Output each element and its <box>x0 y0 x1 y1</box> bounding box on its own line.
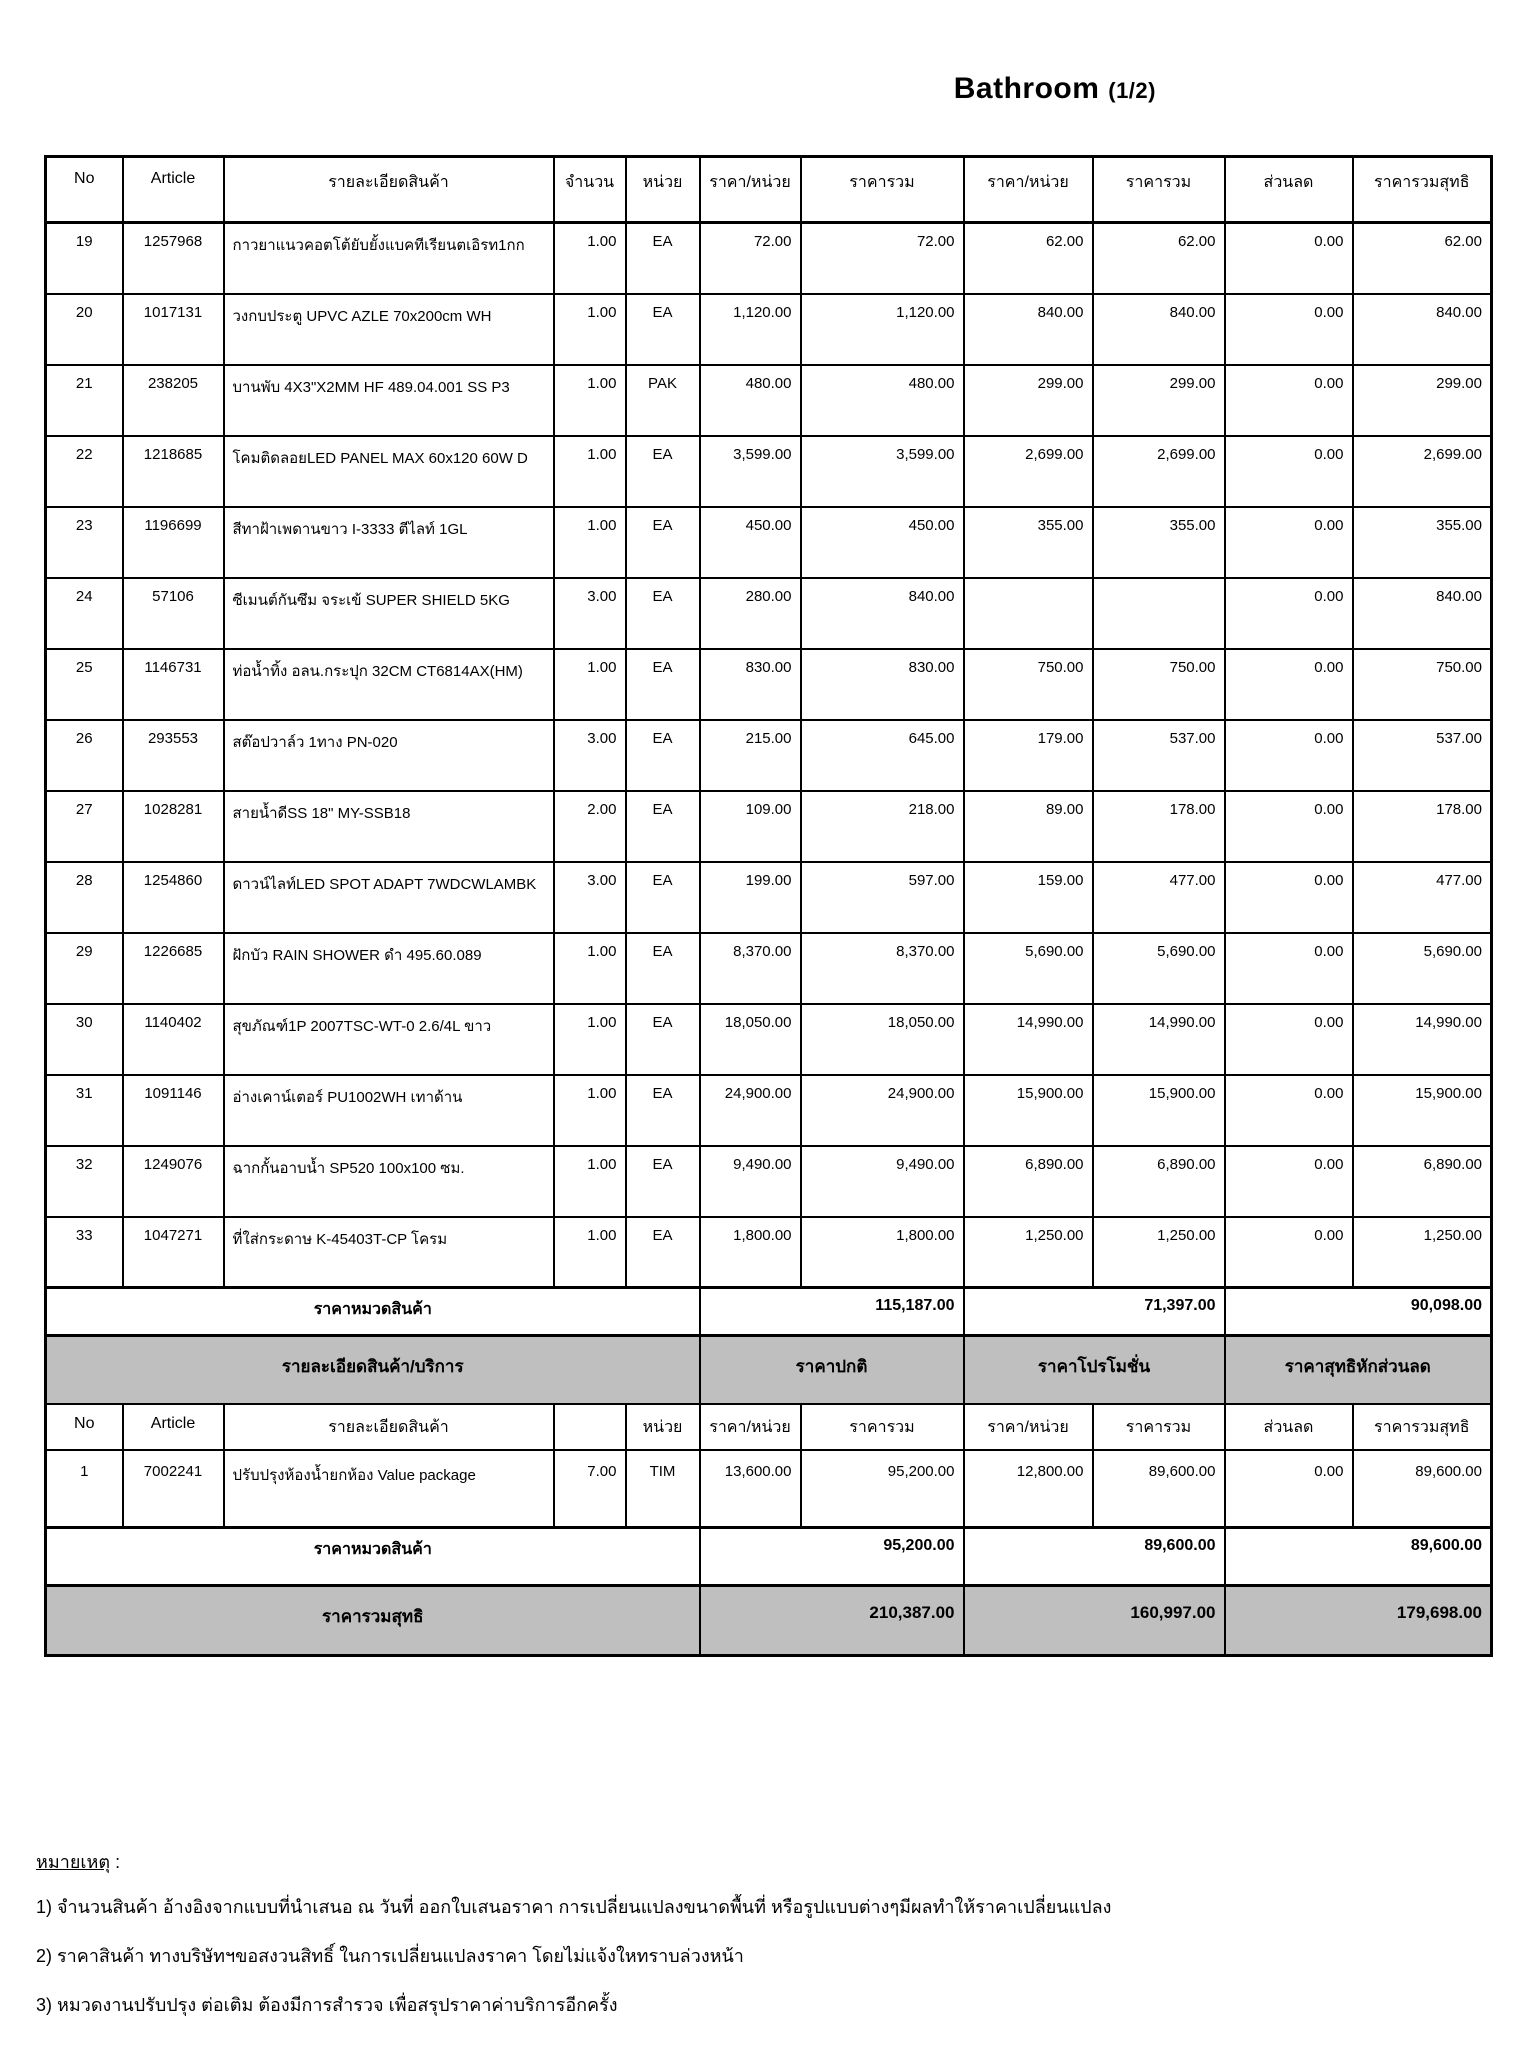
notes-heading-colon: : <box>115 1852 121 1872</box>
cell-price-per-unit: 1,120.00 <box>700 294 801 365</box>
cell-net-total: 750.00 <box>1353 649 1492 720</box>
cell-promo-total: 299.00 <box>1093 365 1225 436</box>
cell-article: 57106 <box>123 578 224 649</box>
cell-quantity: 3.00 <box>554 720 626 791</box>
cell-promo-price-per-unit: 6,890.00 <box>964 1146 1093 1217</box>
cell-description: ปรับปรุงห้องน้ำยกห้อง Value package <box>224 1450 554 1528</box>
quotation-table <box>44 155 1493 1657</box>
product-row <box>46 720 1492 791</box>
cell-total-price: 450.00 <box>801 507 964 578</box>
cell-discount: 0.00 <box>1225 791 1353 862</box>
cell-unit: EA <box>626 1217 700 1288</box>
cell-total-price: 24,900.00 <box>801 1075 964 1146</box>
cell-promo-total: 840.00 <box>1093 294 1225 365</box>
cell-no: 21 <box>46 365 123 436</box>
cell-promo-total: 537.00 <box>1093 720 1225 791</box>
cell-no: 22 <box>46 436 123 507</box>
cell-unit: PAK <box>626 365 700 436</box>
col-header-promo-total: ราคารวม <box>1093 157 1225 223</box>
svc-col-header-discount: ส่วนลด <box>1225 1404 1353 1450</box>
col-header-article: Article <box>123 157 224 223</box>
products-total-label: ราคาหมวดสินค้า <box>46 1288 700 1336</box>
cell-net-total: 6,890.00 <box>1353 1146 1492 1217</box>
cell-promo-price-per-unit: 2,699.00 <box>964 436 1093 507</box>
service-section-band-row <box>46 1336 1492 1404</box>
product-row <box>46 436 1492 507</box>
cell-quantity: 1.00 <box>554 1146 626 1217</box>
svc-col-header-quantity <box>554 1404 626 1450</box>
cell-promo-price-per-unit: 89.00 <box>964 791 1093 862</box>
cell-no: 31 <box>46 1075 123 1146</box>
cell-unit: EA <box>626 436 700 507</box>
cell-promo-total: 15,900.00 <box>1093 1075 1225 1146</box>
col-header-quantity: จำนวน <box>554 157 626 223</box>
cell-total-price: 95,200.00 <box>801 1450 964 1528</box>
cell-price-per-unit: 830.00 <box>700 649 801 720</box>
cell-unit: EA <box>626 933 700 1004</box>
cell-quantity: 3.00 <box>554 862 626 933</box>
notes-heading <box>36 1847 1516 1876</box>
cell-discount: 0.00 <box>1225 1075 1353 1146</box>
cell-no: 33 <box>46 1217 123 1288</box>
cell-article: 1017131 <box>123 294 224 365</box>
cell-discount: 0.00 <box>1225 436 1353 507</box>
cell-no: 30 <box>46 1004 123 1075</box>
cell-article: 293553 <box>123 720 224 791</box>
cell-price-per-unit: 18,050.00 <box>700 1004 801 1075</box>
cell-total-price: 480.00 <box>801 365 964 436</box>
services-total-promo: 89,600.00 <box>964 1528 1225 1586</box>
cell-article: 1091146 <box>123 1075 224 1146</box>
cell-article: 1249076 <box>123 1146 224 1217</box>
cell-description: สีทาฝ้าเพดานขาว I-3333 ตีไลท์ 1GL <box>224 507 554 578</box>
cell-quantity: 1.00 <box>554 1075 626 1146</box>
note-line-1: 1) จำนวนสินค้า อ้างอิงจากแบบที่นำเสนอ ณ วันที่ ออกใบเสนอราคา การเปลี่ยนแปลงขนาดพื้นที่ หรือรูปแบบต่างๆมีผลทำให้ราคาเปลี่ยนแปลง <box>36 1897 1112 1917</box>
cell-price-per-unit: 8,370.00 <box>700 933 801 1004</box>
note-line-3: 3) หมวดงานปรับปรุง ต่อเติม ต้องมีการสำรวจ เพื่อสรุปราคาค่าบริการอีกครั้ง <box>36 1995 618 2015</box>
svc-col-header-price-per-unit: ราคา/หน่วย <box>700 1404 801 1450</box>
cell-article: 1218685 <box>123 436 224 507</box>
page-title <box>954 72 1156 106</box>
cell-description: สต๊อปวาล์ว 1ทาง PN-020 <box>224 720 554 791</box>
cell-net-total: 840.00 <box>1353 578 1492 649</box>
cell-article: 1226685 <box>123 933 224 1004</box>
cell-price-per-unit: 480.00 <box>700 365 801 436</box>
col-header-no: No <box>46 157 123 223</box>
cell-article: 1028281 <box>123 791 224 862</box>
cell-price-per-unit: 215.00 <box>700 720 801 791</box>
cell-no: 26 <box>46 720 123 791</box>
notes-section <box>36 1847 1516 2039</box>
cell-description: ฝักบัว RAIN SHOWER ดำ 495.60.089 <box>224 933 554 1004</box>
cell-promo-price-per-unit: 12,800.00 <box>964 1450 1093 1528</box>
product-row <box>46 223 1492 294</box>
col-header-description: รายละเอียดสินค้า <box>224 157 554 223</box>
notes-heading-text: หมายเหตุ <box>36 1852 111 1872</box>
cell-net-total: 2,699.00 <box>1353 436 1492 507</box>
cell-unit: EA <box>626 578 700 649</box>
product-row <box>46 1217 1492 1288</box>
band-promo-price-label: ราคาโปรโมชั่น <box>964 1336 1225 1404</box>
cell-promo-total: 355.00 <box>1093 507 1225 578</box>
cell-quantity: 1.00 <box>554 223 626 294</box>
cell-discount: 0.00 <box>1225 294 1353 365</box>
cell-unit: EA <box>626 791 700 862</box>
cell-promo-price-per-unit <box>964 578 1093 649</box>
cell-promo-price-per-unit: 159.00 <box>964 862 1093 933</box>
product-row <box>46 365 1492 436</box>
svc-col-header-unit: หน่วย <box>626 1404 700 1450</box>
cell-promo-total: 1,250.00 <box>1093 1217 1225 1288</box>
cell-discount: 0.00 <box>1225 1217 1353 1288</box>
cell-quantity: 1.00 <box>554 436 626 507</box>
svc-col-header-article: Article <box>123 1404 224 1450</box>
col-header-promo-price-per-unit: ราคา/หน่วย <box>964 157 1093 223</box>
cell-promo-total: 477.00 <box>1093 862 1225 933</box>
cell-description: โคมติดลอยLED PANEL MAX 60x120 60W D <box>224 436 554 507</box>
cell-description: สุขภัณฑ์1P 2007TSC-WT-0 2.6/4L ขาว <box>224 1004 554 1075</box>
cell-discount: 0.00 <box>1225 507 1353 578</box>
cell-net-total: 5,690.00 <box>1353 933 1492 1004</box>
products-total-promo: 71,397.00 <box>964 1288 1225 1336</box>
product-row <box>46 294 1492 365</box>
cell-price-per-unit: 280.00 <box>700 578 801 649</box>
cell-no: 28 <box>46 862 123 933</box>
cell-unit: EA <box>626 862 700 933</box>
cell-article: 1196699 <box>123 507 224 578</box>
cell-no: 32 <box>46 1146 123 1217</box>
cell-promo-total: 5,690.00 <box>1093 933 1225 1004</box>
cell-unit: EA <box>626 294 700 365</box>
cell-discount: 0.00 <box>1225 578 1353 649</box>
cell-net-total: 89,600.00 <box>1353 1450 1492 1528</box>
cell-net-total: 477.00 <box>1353 862 1492 933</box>
product-row <box>46 507 1492 578</box>
cell-no: 1 <box>46 1450 123 1528</box>
cell-promo-total: 89,600.00 <box>1093 1450 1225 1528</box>
services-total-net: 89,600.00 <box>1225 1528 1492 1586</box>
service-row <box>46 1450 1492 1528</box>
cell-quantity: 3.00 <box>554 578 626 649</box>
cell-description: สายน้ำดีSS 18" MY-SSB18 <box>224 791 554 862</box>
cell-quantity: 1.00 <box>554 649 626 720</box>
cell-no: 23 <box>46 507 123 578</box>
cell-quantity: 1.00 <box>554 1217 626 1288</box>
svc-col-header-no: No <box>46 1404 123 1450</box>
products-header-row <box>46 157 1492 223</box>
product-row <box>46 1075 1492 1146</box>
cell-price-per-unit: 109.00 <box>700 791 801 862</box>
col-header-price-per-unit: ราคา/หน่วย <box>700 157 801 223</box>
cell-net-total: 15,900.00 <box>1353 1075 1492 1146</box>
cell-no: 27 <box>46 791 123 862</box>
cell-article: 238205 <box>123 365 224 436</box>
cell-article: 1140402 <box>123 1004 224 1075</box>
cell-discount: 0.00 <box>1225 223 1353 294</box>
cell-net-total: 1,250.00 <box>1353 1217 1492 1288</box>
cell-no: 29 <box>46 933 123 1004</box>
cell-quantity: 1.00 <box>554 507 626 578</box>
cell-article: 1257968 <box>123 223 224 294</box>
cell-price-per-unit: 72.00 <box>700 223 801 294</box>
cell-no: 24 <box>46 578 123 649</box>
grand-total-normal: 210,387.00 <box>700 1586 964 1656</box>
cell-promo-total: 750.00 <box>1093 649 1225 720</box>
svc-col-header-description: รายละเอียดสินค้า <box>224 1404 554 1450</box>
services-header-row <box>46 1404 1492 1450</box>
cell-description: ท่อน้ำทิ้ง อลน.กระปุก 32CM CT6814AX(HM) <box>224 649 554 720</box>
cell-description: ที่ใส่กระดาษ K-45403T-CP โครม <box>224 1217 554 1288</box>
cell-promo-price-per-unit: 840.00 <box>964 294 1093 365</box>
cell-quantity: 1.00 <box>554 365 626 436</box>
cell-price-per-unit: 3,599.00 <box>700 436 801 507</box>
products-total-normal: 115,187.00 <box>700 1288 964 1336</box>
cell-promo-total: 178.00 <box>1093 791 1225 862</box>
cell-net-total: 62.00 <box>1353 223 1492 294</box>
cell-no: 25 <box>46 649 123 720</box>
cell-unit: TIM <box>626 1450 700 1528</box>
cell-promo-price-per-unit: 179.00 <box>964 720 1093 791</box>
cell-total-price: 840.00 <box>801 578 964 649</box>
cell-promo-price-per-unit: 750.00 <box>964 649 1093 720</box>
services-total-row <box>46 1528 1492 1586</box>
cell-net-total: 840.00 <box>1353 294 1492 365</box>
svc-col-header-total-price: ราคารวม <box>801 1404 964 1450</box>
cell-promo-price-per-unit: 15,900.00 <box>964 1075 1093 1146</box>
cell-total-price: 1,120.00 <box>801 294 964 365</box>
product-row <box>46 1004 1492 1075</box>
cell-unit: EA <box>626 1075 700 1146</box>
product-row <box>46 862 1492 933</box>
cell-promo-total <box>1093 578 1225 649</box>
cell-total-price: 8,370.00 <box>801 933 964 1004</box>
cell-article: 1047271 <box>123 1217 224 1288</box>
cell-description: กาวยาแนวคอตโต้ยับยั้งแบคทีเรียนตเอิรท1กก <box>224 223 554 294</box>
grand-total-promo: 160,997.00 <box>964 1586 1225 1656</box>
product-row <box>46 933 1492 1004</box>
cell-quantity: 1.00 <box>554 294 626 365</box>
svc-col-header-net-total: ราคารวมสุทธิ <box>1353 1404 1492 1450</box>
cell-quantity: 1.00 <box>554 1004 626 1075</box>
cell-promo-price-per-unit: 299.00 <box>964 365 1093 436</box>
cell-article: 1254860 <box>123 862 224 933</box>
cell-promo-total: 2,699.00 <box>1093 436 1225 507</box>
product-row <box>46 578 1492 649</box>
cell-promo-price-per-unit: 5,690.00 <box>964 933 1093 1004</box>
cell-promo-price-per-unit: 14,990.00 <box>964 1004 1093 1075</box>
cell-unit: EA <box>626 1146 700 1217</box>
cell-no: 20 <box>46 294 123 365</box>
cell-description: ฉากกั้นอาบน้ำ SP520 100x100 ซม. <box>224 1146 554 1217</box>
cell-net-total: 355.00 <box>1353 507 1492 578</box>
products-total-row <box>46 1288 1492 1336</box>
cell-article: 7002241 <box>123 1450 224 1528</box>
cell-unit: EA <box>626 720 700 791</box>
cell-net-total: 178.00 <box>1353 791 1492 862</box>
col-header-total-price: ราคารวม <box>801 157 964 223</box>
cell-promo-total: 62.00 <box>1093 223 1225 294</box>
cell-net-total: 537.00 <box>1353 720 1492 791</box>
cell-total-price: 9,490.00 <box>801 1146 964 1217</box>
cell-promo-total: 14,990.00 <box>1093 1004 1225 1075</box>
svc-col-header-promo-total: ราคารวม <box>1093 1404 1225 1450</box>
services-total-normal: 95,200.00 <box>700 1528 964 1586</box>
band-normal-price-label: ราคาปกติ <box>700 1336 964 1404</box>
product-row <box>46 1146 1492 1217</box>
grand-total-net: 179,698.00 <box>1225 1586 1492 1656</box>
cell-quantity: 7.00 <box>554 1450 626 1528</box>
cell-article: 1146731 <box>123 649 224 720</box>
cell-discount: 0.00 <box>1225 1004 1353 1075</box>
cell-promo-price-per-unit: 1,250.00 <box>964 1217 1093 1288</box>
cell-discount: 0.00 <box>1225 1146 1353 1217</box>
cell-description: อ่างเคาน์เตอร์ PU1002WH เทาด้าน <box>224 1075 554 1146</box>
products-total-net: 90,098.00 <box>1225 1288 1492 1336</box>
cell-total-price: 1,800.00 <box>801 1217 964 1288</box>
cell-discount: 0.00 <box>1225 649 1353 720</box>
cell-no: 19 <box>46 223 123 294</box>
cell-total-price: 645.00 <box>801 720 964 791</box>
cell-total-price: 18,050.00 <box>801 1004 964 1075</box>
cell-promo-price-per-unit: 355.00 <box>964 507 1093 578</box>
cell-promo-total: 6,890.00 <box>1093 1146 1225 1217</box>
page-number-indicator: (1/2) <box>1108 78 1156 103</box>
band-net-after-discount-label: ราคาสุทธิหักส่วนลด <box>1225 1336 1492 1404</box>
cell-discount: 0.00 <box>1225 365 1353 436</box>
cell-unit: EA <box>626 223 700 294</box>
cell-price-per-unit: 199.00 <box>700 862 801 933</box>
cell-quantity: 1.00 <box>554 933 626 1004</box>
cell-unit: EA <box>626 649 700 720</box>
cell-description: ซีเมนต์กันซึม จระเข้ SUPER SHIELD 5KG <box>224 578 554 649</box>
band-description-label: รายละเอียดสินค้า/บริการ <box>46 1336 700 1404</box>
col-header-discount: ส่วนลด <box>1225 157 1353 223</box>
cell-discount: 0.00 <box>1225 720 1353 791</box>
cell-price-per-unit: 13,600.00 <box>700 1450 801 1528</box>
cell-promo-price-per-unit: 62.00 <box>964 223 1093 294</box>
svc-col-header-promo-price-per-unit: ราคา/หน่วย <box>964 1404 1093 1450</box>
cell-description: วงกบประตู UPVC AZLE 70x200cm WH <box>224 294 554 365</box>
cell-price-per-unit: 450.00 <box>700 507 801 578</box>
cell-description: ดาวน์ไลท์LED SPOT ADAPT 7WDCWLAMBK <box>224 862 554 933</box>
cell-total-price: 72.00 <box>801 223 964 294</box>
product-row <box>46 791 1492 862</box>
cell-total-price: 830.00 <box>801 649 964 720</box>
cell-quantity: 2.00 <box>554 791 626 862</box>
cell-price-per-unit: 9,490.00 <box>700 1146 801 1217</box>
cell-unit: EA <box>626 507 700 578</box>
cell-unit: EA <box>626 1004 700 1075</box>
cell-discount: 0.00 <box>1225 862 1353 933</box>
page-title-main: Bathroom <box>953 72 1100 105</box>
cell-discount: 0.00 <box>1225 1450 1353 1528</box>
services-total-label: ราคาหมวดสินค้า <box>46 1528 700 1586</box>
cell-price-per-unit: 24,900.00 <box>700 1075 801 1146</box>
cell-total-price: 597.00 <box>801 862 964 933</box>
cell-net-total: 14,990.00 <box>1353 1004 1492 1075</box>
product-row <box>46 649 1492 720</box>
note-line-2: 2) ราคาสินค้า ทางบริษัทฯขอสงวนสิทธิ์ ในการเปลี่ยนแปลงราคา โดยไม่แจ้งใหทราบล่วงหน้า <box>36 1946 744 1966</box>
col-header-net-total: ราคารวมสุทธิ <box>1353 157 1492 223</box>
grand-total-row <box>46 1586 1492 1656</box>
cell-discount: 0.00 <box>1225 933 1353 1004</box>
cell-description: บานพับ 4X3"X2MM HF 489.04.001 SS P3 <box>224 365 554 436</box>
cell-net-total: 299.00 <box>1353 365 1492 436</box>
col-header-unit: หน่วย <box>626 157 700 223</box>
cell-price-per-unit: 1,800.00 <box>700 1217 801 1288</box>
grand-total-label: ราคารวมสุทธิ <box>46 1586 700 1656</box>
cell-total-price: 3,599.00 <box>801 436 964 507</box>
cell-total-price: 218.00 <box>801 791 964 862</box>
